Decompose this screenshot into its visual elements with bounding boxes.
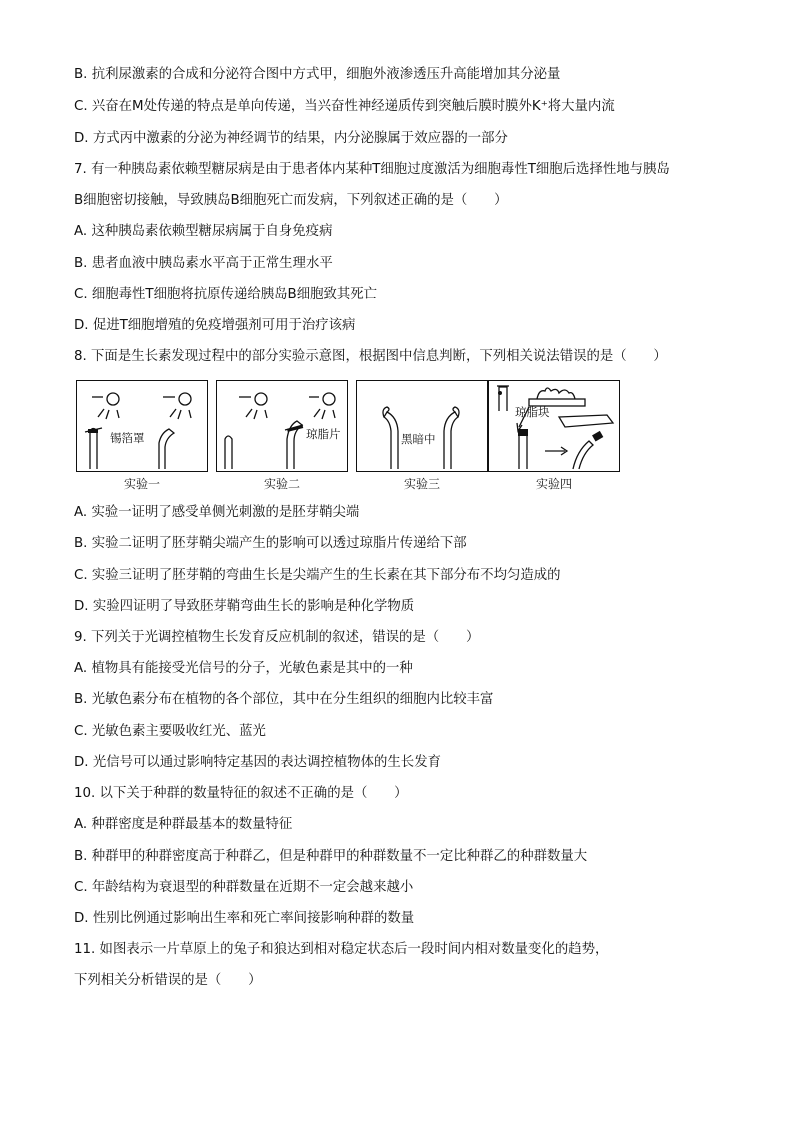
text-line: 8. 下面是生长素发现过程中的部分实验示意图，根据图中信息判断，下列相关说法错误的是（ ） [74,349,667,364]
experiment-2-caption: 实验二 [263,477,300,491]
text-line: C. 实验三证明了胚芽鞘的弯曲生长是尖端产生的生长素在其下部分布不均匀造成的 [74,568,561,583]
text-line: 11. 如图表示一片草原上的兔子和狼达到相对稳定状态后一段时间内相对数量变化的趋势， [74,942,609,957]
text-line: B. 实验二证明了胚芽鞘尖端产生的影响可以透过琼脂片传递给下部 [74,536,467,551]
agar-sheet-label: 琼脂片 [306,427,341,441]
text-line: 9. 下列关于光调控植物生长发育反应机制的叙述，错误的是（ ） [74,630,480,645]
text-line: 10. 以下关于种群的数量特征的叙述不正确的是（ ） [74,786,408,801]
text-line: A. 实验一证明了感受单侧光刺激的是胚芽鞘尖端 [74,505,360,520]
text-line: B. 光敏色素分布在植物的各个部位，其中在分生组织的细胞内比较丰富 [74,692,494,707]
sun-icon [77,381,209,473]
text-line: B. 抗利尿激素的合成和分泌符合图中方式甲，细胞外液渗透压升高能增加其分泌量 [74,67,561,82]
text-line: D. 方式丙中激素的分泌为神经调节的结果，内分泌腺属于效应器的一部分 [74,131,508,146]
text-line: D. 实验四证明了导致胚芽鞘弯曲生长的影响是种化学物质 [74,599,415,614]
text-line: D. 促进T细胞增殖的免疫增强剂可用于治疗该病 [74,318,356,333]
text-line: C. 光敏色素主要吸收红光、蓝光 [74,724,266,739]
text-line: B. 患者血液中胰岛素水平高于正常生理水平 [74,256,333,271]
agar-block-label: 琼脂块 [515,405,550,419]
text-line: C. 兴奋在M处传递的特点是单向传递，当兴奋性神经递质传到突触后膜时膜外K⁺将大量内流 [74,99,615,114]
auxin-experiment-figure [74,380,634,492]
text-line: B细胞密切接触，导致胰岛B细胞死亡而发病，下列叙述正确的是（ ） [74,193,508,208]
text-line: C. 年龄结构为衰退型的种群数量在近期不一定会越来越小 [74,880,414,895]
experiment-3-panel [356,380,488,472]
text-line: A. 植物具有能接受光信号的分子，光敏色素是其中的一种 [74,661,413,676]
experiment-4-caption: 实验四 [535,477,572,491]
experiment-4-panel [488,380,620,472]
tinfoil-cap-label: 锡箔罩 [110,431,145,445]
experiment-1-caption: 实验一 [123,477,160,491]
text-line: A. 种群密度是种群最基本的数量特征 [74,817,293,832]
darkness-label: 黑暗中 [401,432,436,446]
arrow-icon [489,381,621,473]
text-line: 7. 有一种胰岛素依赖型糖尿病是由于患者体内某种T细胞过度激活为细胞毒性T细胞后选择性地与胰岛 [74,162,670,177]
text-line: D. 性别比例通过影响出生率和死亡率间接影响种群的数量 [74,911,415,926]
text-line: A. 这种胰岛素依赖型糖尿病属于自身免疫病 [74,224,333,239]
experiment-3-caption: 实验三 [403,477,440,491]
experiment-1-panel [76,380,208,472]
experiment-2-panel [216,380,348,472]
text-line: B. 种群甲的种群密度高于种群乙，但是种群甲的种群数量不一定比种群乙的种群数量大 [74,849,588,864]
text-line: C. 细胞毒性T细胞将抗原传递给胰岛B细胞致其死亡 [74,287,378,302]
text-line: 下列相关分析错误的是（ ） [74,973,262,988]
text-line: D. 光信号可以通过影响特定基因的表达调控植物体的生长发育 [74,755,441,770]
